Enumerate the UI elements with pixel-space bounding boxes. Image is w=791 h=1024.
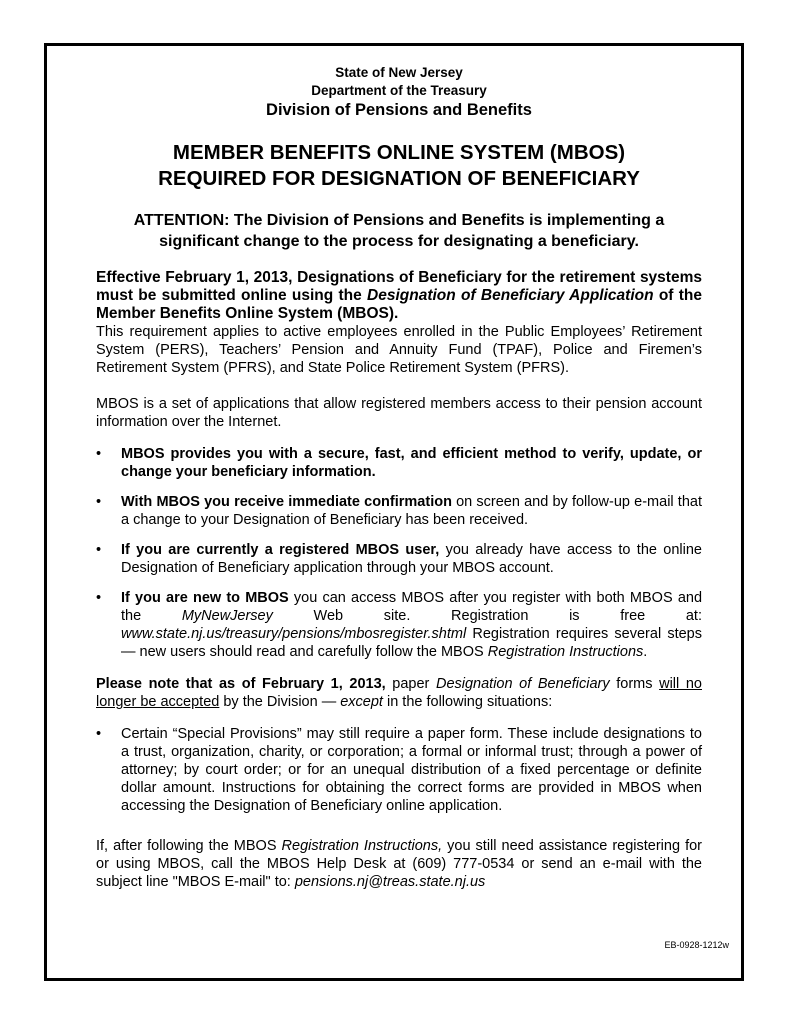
document-body [96, 64, 702, 891]
title-line-1: MEMBER BENEFITS ONLINE SYSTEM (MBOS) [172, 141, 626, 164]
help-email-link[interactable]: pensions.nj@treas.state.nj.us [294, 874, 486, 890]
list-item [96, 445, 702, 481]
effective-bold-end: of the Member Benefits Online System (MBOS). [96, 287, 702, 322]
attention-line-2: significant change to the process for designating a beneficiary. [159, 233, 639, 250]
department-name: Department of the Treasury [311, 83, 487, 98]
help-text: If, after following the MBOS [96, 838, 282, 854]
mbos-intro-paragraph: MBOS is a set of applications that allow registered members access to their pension account information over the Internet. [96, 396, 702, 430]
bullet-text: on screen and by follow-up e-mail that a change to your Designation of Beneficiary has been received. [121, 494, 702, 528]
list-item [96, 725, 702, 815]
attention-line-1: ATTENTION: The Division of Pensions and Benefits is implementing a [133, 212, 665, 229]
bullet-text: Web site. Registration is free at: [272, 608, 702, 624]
exceptions-list [96, 725, 702, 815]
effective-lead [96, 269, 702, 323]
list-item [96, 589, 702, 661]
list-item [96, 493, 702, 529]
bullet-bold: If you are currently a registered MBOS user, [121, 542, 440, 558]
form-code: EB-0928-1212w [664, 940, 729, 950]
help-italic: Registration Instructions, [281, 838, 443, 854]
registration-url[interactable]: www.state.nj.us/treasury/pensions/mbosregister.shtml [121, 626, 467, 642]
effective-body: This requirement applies to active employees enrolled in the Public Employees’ Retirement System (PERS), Teachers’ Pension and Annuity Fund (TPAF), Police and Firemen’s Retirement System (PFRS), and State Police Retirement System (PFRS). [96, 324, 702, 376]
bullet-bold: With MBOS you receive immediate confirmation [121, 494, 452, 510]
bullet-icon: • [96, 726, 102, 742]
document-border [44, 43, 744, 981]
note-paragraph [96, 675, 702, 711]
bullet-text: you can access MBOS after you register with both MBOS and the [121, 590, 703, 624]
bullet-text: . [643, 644, 648, 660]
bullet-text: Registration requires several steps — new users should read and carefully follow the MBOS [121, 626, 702, 660]
note-underline: will no longer be accepted [96, 676, 702, 710]
division-name: Division of Pensions and Benefits [266, 101, 532, 119]
title-line-2: REQUIRED FOR DESIGNATION OF BENEFICIARY [158, 167, 640, 190]
bullet-icon: • [96, 494, 102, 510]
help-text: you still need assistance registering for or using MBOS, call the MBOS Help Desk at (609) 777-0534 or send an e-mail with the subject line "MBOS E-mail" to: [96, 838, 702, 890]
bullet-icon: • [96, 542, 102, 558]
bullet-bold: If you are new to MBOS [121, 590, 289, 606]
help-paragraph [96, 837, 702, 891]
bullet-bold: MBOS provides you with a secure, fast, and efficient method to verify, update, or change your beneficiary information. [121, 446, 702, 480]
note-text: in the following situations: [382, 694, 553, 710]
note-bold: Please note that as of February 1, 2013, [96, 676, 386, 692]
note-italic: Designation of Beneficiary [435, 676, 610, 692]
bullet-icon: • [96, 446, 102, 462]
note-text: paper [385, 676, 436, 692]
mbos-benefits-list [96, 445, 702, 661]
application-name: Designation of Beneficiary Application [367, 287, 654, 304]
page-title [96, 140, 702, 192]
effective-bold-start: Effective February 1, 2013, Designations of Beneficiary for the retirement systems must be submitted online using the [96, 269, 702, 304]
special-provisions-text: Certain “Special Provisions” may still require a paper form. These include designations to a trust, organization, charity, or corporation; a formal or informal trust; through a power of attorney; by court order; or for an unequal distribution of a fixed percentage or definite dollar amount. Instructions for obtaining the correct forms are provided in MBOS when accessing the Designation of Beneficiary online application. [121, 726, 702, 814]
effective-paragraph [96, 269, 702, 377]
list-item [96, 541, 702, 577]
registration-instructions: Registration Instructions [487, 644, 644, 660]
bullet-text: you already have access to the online Designation of Beneficiary application through your MBOS account. [121, 542, 702, 576]
bullet-icon: • [96, 590, 102, 606]
state-name: State of New Jersey [335, 65, 463, 80]
note-except: except [340, 694, 383, 710]
note-text: forms [609, 676, 660, 692]
attention-heading [96, 210, 702, 252]
mynewjersey-name: MyNewJersey [181, 608, 273, 624]
note-text: by the Division — [219, 694, 341, 710]
